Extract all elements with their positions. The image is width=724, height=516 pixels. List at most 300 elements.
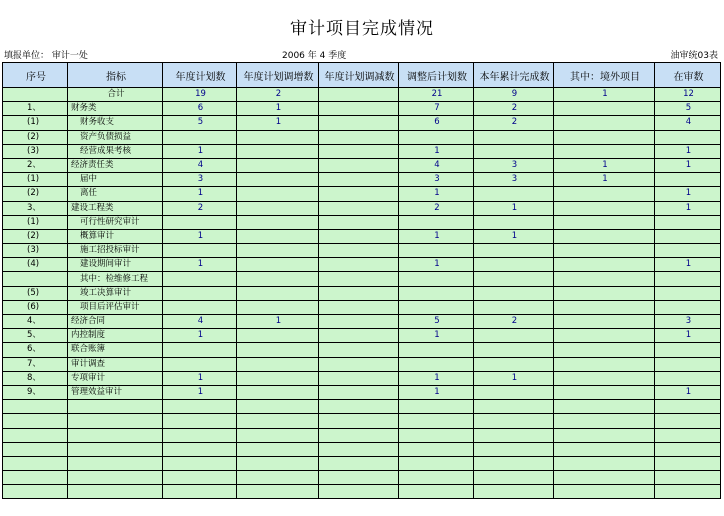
- row-number: (1): [3, 173, 68, 187]
- row-value: [474, 215, 554, 229]
- blank-cell: [399, 456, 474, 470]
- row-value: 4: [163, 158, 237, 172]
- blank-cell: [655, 442, 721, 456]
- row-value: [319, 371, 399, 385]
- row-value: 4: [655, 116, 721, 130]
- blank-cell: [68, 414, 163, 428]
- row-value: [237, 258, 319, 272]
- blank-cell: [655, 428, 721, 442]
- row-value: [655, 244, 721, 258]
- blank-cell: [399, 414, 474, 428]
- col-header-no: 序号: [3, 63, 68, 88]
- reporting-unit-label: 填报单位：: [4, 51, 50, 61]
- row-value: [655, 173, 721, 187]
- blank-row: [3, 400, 721, 414]
- row-value: [237, 286, 319, 300]
- row-value: [319, 258, 399, 272]
- row-value: [237, 173, 319, 187]
- row-value: [554, 272, 655, 286]
- row-value: [474, 343, 554, 357]
- blank-cell: [68, 471, 163, 485]
- blank-row: [3, 485, 721, 499]
- blank-cell: [68, 400, 163, 414]
- row-value: 19: [163, 88, 237, 102]
- row-value: [554, 130, 655, 144]
- row-value: [163, 272, 237, 286]
- blank-cell: [3, 456, 68, 470]
- blank-cell: [3, 400, 68, 414]
- row-value: 4: [163, 315, 237, 329]
- blank-cell: [655, 471, 721, 485]
- blank-cell: [3, 428, 68, 442]
- table-row: [3, 272, 721, 286]
- row-value: [554, 329, 655, 343]
- blank-cell: [237, 414, 319, 428]
- row-value: 4: [399, 158, 474, 172]
- blank-cell: [474, 414, 554, 428]
- blank-cell: [3, 471, 68, 485]
- blank-row: [3, 428, 721, 442]
- col-header-adjusted-plan: 调整后计划数: [399, 63, 474, 88]
- table-row: [3, 187, 721, 201]
- blank-cell: [3, 485, 68, 499]
- row-indicator: 概算审计: [68, 229, 163, 243]
- row-value: [237, 187, 319, 201]
- row-value: [319, 329, 399, 343]
- row-value: [319, 187, 399, 201]
- blank-cell: [554, 485, 655, 499]
- table-row: [3, 300, 721, 314]
- blank-cell: [554, 456, 655, 470]
- blank-cell: [655, 414, 721, 428]
- row-value: 1: [163, 258, 237, 272]
- row-value: [237, 144, 319, 158]
- table-row: [3, 173, 721, 187]
- row-value: [319, 201, 399, 215]
- row-number: 4、: [3, 315, 68, 329]
- row-value: 5: [655, 102, 721, 116]
- blank-cell: [163, 428, 237, 442]
- row-value: 1: [655, 201, 721, 215]
- row-value: 1: [554, 173, 655, 187]
- blank-cell: [319, 471, 399, 485]
- row-number: 2、: [3, 158, 68, 172]
- report-period: 2006 年 4 季度: [282, 51, 347, 61]
- row-value: 1: [554, 88, 655, 102]
- row-indicator: 联合账簿: [68, 343, 163, 357]
- row-value: [474, 329, 554, 343]
- row-value: [474, 357, 554, 371]
- blank-cell: [237, 471, 319, 485]
- row-value: 6: [163, 102, 237, 116]
- row-number: (1): [3, 215, 68, 229]
- row-value: 1: [474, 201, 554, 215]
- row-value: [237, 244, 319, 258]
- blank-cell: [3, 414, 68, 428]
- row-value: [655, 215, 721, 229]
- row-value: [237, 329, 319, 343]
- row-value: [319, 286, 399, 300]
- row-value: 5: [399, 315, 474, 329]
- blank-cell: [554, 428, 655, 442]
- row-value: [237, 300, 319, 314]
- row-value: [399, 357, 474, 371]
- table-row: [3, 201, 721, 215]
- blank-cell: [399, 400, 474, 414]
- row-number: 7、: [3, 357, 68, 371]
- blank-cell: [163, 442, 237, 456]
- blank-cell: [554, 471, 655, 485]
- row-value: [554, 343, 655, 357]
- row-value: 1: [237, 116, 319, 130]
- form-code: 油审统03表: [670, 51, 718, 61]
- blank-cell: [474, 428, 554, 442]
- row-value: 3: [474, 173, 554, 187]
- row-value: [399, 343, 474, 357]
- row-indicator: 建设工程类: [68, 201, 163, 215]
- row-value: [163, 215, 237, 229]
- row-value: 21: [399, 88, 474, 102]
- blank-cell: [399, 471, 474, 485]
- blank-cell: [68, 428, 163, 442]
- row-number: 1、: [3, 102, 68, 116]
- row-value: [554, 315, 655, 329]
- row-value: [554, 258, 655, 272]
- col-header-in-progress: 在审数: [655, 63, 721, 88]
- row-value: 1: [655, 144, 721, 158]
- row-value: [554, 385, 655, 399]
- row-value: [554, 300, 655, 314]
- row-value: [319, 272, 399, 286]
- row-number: (2): [3, 229, 68, 243]
- row-value: 1: [655, 258, 721, 272]
- row-indicator: 资产负债损益: [68, 130, 163, 144]
- row-value: [554, 229, 655, 243]
- blank-cell: [319, 485, 399, 499]
- row-value: 1: [399, 229, 474, 243]
- blank-cell: [68, 485, 163, 499]
- row-indicator: 合计: [68, 88, 163, 102]
- row-value: [554, 244, 655, 258]
- table-row: [3, 329, 721, 343]
- blank-cell: [237, 442, 319, 456]
- row-indicator: 财务收支: [68, 116, 163, 130]
- blank-cell: [163, 456, 237, 470]
- row-value: [554, 371, 655, 385]
- row-value: [319, 215, 399, 229]
- row-value: [319, 300, 399, 314]
- blank-row: [3, 414, 721, 428]
- row-number: (4): [3, 258, 68, 272]
- row-value: [237, 343, 319, 357]
- row-value: [237, 130, 319, 144]
- blank-cell: [399, 428, 474, 442]
- row-value: 1: [237, 315, 319, 329]
- row-value: [237, 215, 319, 229]
- row-value: [474, 187, 554, 201]
- row-value: [399, 300, 474, 314]
- row-indicator: 离任: [68, 187, 163, 201]
- row-number: (5): [3, 286, 68, 300]
- row-number: 5、: [3, 329, 68, 343]
- row-value: [655, 272, 721, 286]
- col-header-annual-plan: 年度计划数: [163, 63, 237, 88]
- table-row: [3, 102, 721, 116]
- row-number: [3, 272, 68, 286]
- row-value: [554, 286, 655, 300]
- blank-cell: [163, 414, 237, 428]
- row-value: 1: [163, 187, 237, 201]
- row-value: 1: [399, 144, 474, 158]
- row-value: 9: [474, 88, 554, 102]
- row-indicator: 施工招投标审计: [68, 244, 163, 258]
- row-value: [237, 371, 319, 385]
- row-value: 2: [474, 102, 554, 116]
- row-value: [554, 201, 655, 215]
- blank-cell: [474, 456, 554, 470]
- blank-cell: [474, 442, 554, 456]
- blank-cell: [163, 400, 237, 414]
- blank-cell: [237, 428, 319, 442]
- row-value: 1: [554, 158, 655, 172]
- row-number: (6): [3, 300, 68, 314]
- row-value: 1: [163, 144, 237, 158]
- row-value: [655, 130, 721, 144]
- row-indicator: 专项审计: [68, 371, 163, 385]
- table-row: [3, 258, 721, 272]
- table-row: [3, 116, 721, 130]
- row-value: [319, 357, 399, 371]
- row-indicator: 届中: [68, 173, 163, 187]
- row-value: [474, 272, 554, 286]
- row-value: [554, 187, 655, 201]
- row-indicator: 建设期间审计: [68, 258, 163, 272]
- row-value: 3: [399, 173, 474, 187]
- blank-cell: [319, 428, 399, 442]
- blank-cell: [163, 485, 237, 499]
- row-indicator: 管理效益审计: [68, 385, 163, 399]
- row-indicator: 项目后评估审计: [68, 300, 163, 314]
- row-value: [163, 130, 237, 144]
- row-indicator: 审计调查: [68, 357, 163, 371]
- blank-cell: [163, 471, 237, 485]
- table-row: [3, 229, 721, 243]
- row-value: [237, 385, 319, 399]
- row-value: 3: [655, 315, 721, 329]
- blank-cell: [319, 456, 399, 470]
- blank-cell: [68, 442, 163, 456]
- row-value: [237, 272, 319, 286]
- row-value: [319, 130, 399, 144]
- row-value: 1: [655, 329, 721, 343]
- col-header-plan-decrease: 年度计划调减数: [319, 63, 399, 88]
- row-value: [319, 88, 399, 102]
- row-number: 8、: [3, 371, 68, 385]
- row-value: [237, 158, 319, 172]
- row-value: [554, 215, 655, 229]
- row-value: [655, 357, 721, 371]
- row-value: [163, 357, 237, 371]
- blank-cell: [474, 471, 554, 485]
- col-header-plan-increase: 年度计划调增数: [237, 63, 319, 88]
- table-row: [3, 144, 721, 158]
- row-number: 3、: [3, 201, 68, 215]
- row-number: (3): [3, 144, 68, 158]
- row-value: [163, 286, 237, 300]
- blank-cell: [399, 442, 474, 456]
- row-value: 2: [474, 315, 554, 329]
- table-row: [3, 158, 721, 172]
- blank-cell: [554, 442, 655, 456]
- row-value: 1: [237, 102, 319, 116]
- row-value: 2: [399, 201, 474, 215]
- row-value: 1: [163, 371, 237, 385]
- row-value: 1: [399, 329, 474, 343]
- row-indicator: 经营成果考核: [68, 144, 163, 158]
- blank-cell: [237, 485, 319, 499]
- row-value: [655, 286, 721, 300]
- row-value: 6: [399, 116, 474, 130]
- row-value: [319, 102, 399, 116]
- blank-cell: [655, 456, 721, 470]
- table-row: [3, 286, 721, 300]
- table-row: [3, 357, 721, 371]
- blank-cell: [68, 456, 163, 470]
- table-row: [3, 371, 721, 385]
- blank-cell: [399, 485, 474, 499]
- row-value: [474, 144, 554, 158]
- col-header-indicator: 指标: [68, 63, 163, 88]
- row-value: [554, 144, 655, 158]
- row-number: (1): [3, 116, 68, 130]
- blank-cell: [237, 456, 319, 470]
- audit-report-table: [2, 62, 721, 499]
- row-value: 1: [399, 258, 474, 272]
- reporting-unit: [4, 48, 88, 61]
- table-row: [3, 88, 721, 102]
- row-number: [3, 88, 68, 102]
- row-value: [474, 244, 554, 258]
- row-indicator: 竣工决算审计: [68, 286, 163, 300]
- row-value: [399, 244, 474, 258]
- table-row: [3, 130, 721, 144]
- row-value: 1: [655, 187, 721, 201]
- row-value: 2: [163, 201, 237, 215]
- table-header-row: [3, 63, 721, 88]
- row-value: [474, 286, 554, 300]
- blank-cell: [237, 400, 319, 414]
- row-value: 1: [399, 187, 474, 201]
- row-value: 1: [399, 385, 474, 399]
- row-value: 3: [163, 173, 237, 187]
- row-value: [237, 357, 319, 371]
- blank-cell: [474, 400, 554, 414]
- row-value: 7: [399, 102, 474, 116]
- row-value: [319, 229, 399, 243]
- row-value: [399, 272, 474, 286]
- row-value: [474, 300, 554, 314]
- row-value: [319, 343, 399, 357]
- row-number: (3): [3, 244, 68, 258]
- row-value: [399, 130, 474, 144]
- row-value: 2: [237, 88, 319, 102]
- table-row: [3, 315, 721, 329]
- row-number: (2): [3, 130, 68, 144]
- row-value: [655, 371, 721, 385]
- row-number: 9、: [3, 385, 68, 399]
- blank-cell: [319, 400, 399, 414]
- blank-row: [3, 442, 721, 456]
- blank-cell: [3, 442, 68, 456]
- row-value: [163, 244, 237, 258]
- row-value: [163, 300, 237, 314]
- blank-cell: [655, 485, 721, 499]
- row-value: 1: [655, 385, 721, 399]
- table-row: [3, 343, 721, 357]
- table-body: [3, 88, 721, 499]
- row-value: 5: [163, 116, 237, 130]
- row-number: 6、: [3, 343, 68, 357]
- row-value: [474, 385, 554, 399]
- row-value: [319, 244, 399, 258]
- blank-cell: [474, 485, 554, 499]
- blank-cell: [554, 400, 655, 414]
- row-value: [319, 158, 399, 172]
- row-value: 1: [163, 229, 237, 243]
- row-number: (2): [3, 187, 68, 201]
- row-value: [554, 357, 655, 371]
- row-value: [319, 315, 399, 329]
- row-value: [655, 343, 721, 357]
- row-value: 1: [474, 229, 554, 243]
- row-indicator: 财务类: [68, 102, 163, 116]
- table-row: [3, 385, 721, 399]
- row-value: [399, 215, 474, 229]
- blank-row: [3, 456, 721, 470]
- row-indicator: 经济合同: [68, 315, 163, 329]
- report-title: 审计项目完成情况: [290, 19, 434, 39]
- row-value: 1: [163, 385, 237, 399]
- blank-cell: [319, 442, 399, 456]
- row-value: [474, 258, 554, 272]
- row-value: 1: [655, 158, 721, 172]
- row-value: [319, 116, 399, 130]
- row-value: 1: [399, 371, 474, 385]
- row-value: [655, 300, 721, 314]
- row-value: 2: [474, 116, 554, 130]
- row-value: [319, 144, 399, 158]
- row-value: 3: [474, 158, 554, 172]
- row-value: [237, 229, 319, 243]
- row-value: [319, 173, 399, 187]
- table-row: [3, 215, 721, 229]
- blank-cell: [319, 414, 399, 428]
- row-value: 1: [163, 329, 237, 343]
- reporting-unit-value: 审计一处: [51, 51, 88, 61]
- row-value: 12: [655, 88, 721, 102]
- blank-cell: [554, 414, 655, 428]
- col-header-ytd-completed: 本年累计完成数: [474, 63, 554, 88]
- row-indicator: 经济责任类: [68, 158, 163, 172]
- row-value: [163, 343, 237, 357]
- col-header-overseas: 其中：境外项目: [554, 63, 655, 88]
- row-indicator: 可行性研究审计: [68, 215, 163, 229]
- row-value: [319, 385, 399, 399]
- row-value: [655, 229, 721, 243]
- table-row: [3, 244, 721, 258]
- blank-row: [3, 471, 721, 485]
- blank-cell: [655, 400, 721, 414]
